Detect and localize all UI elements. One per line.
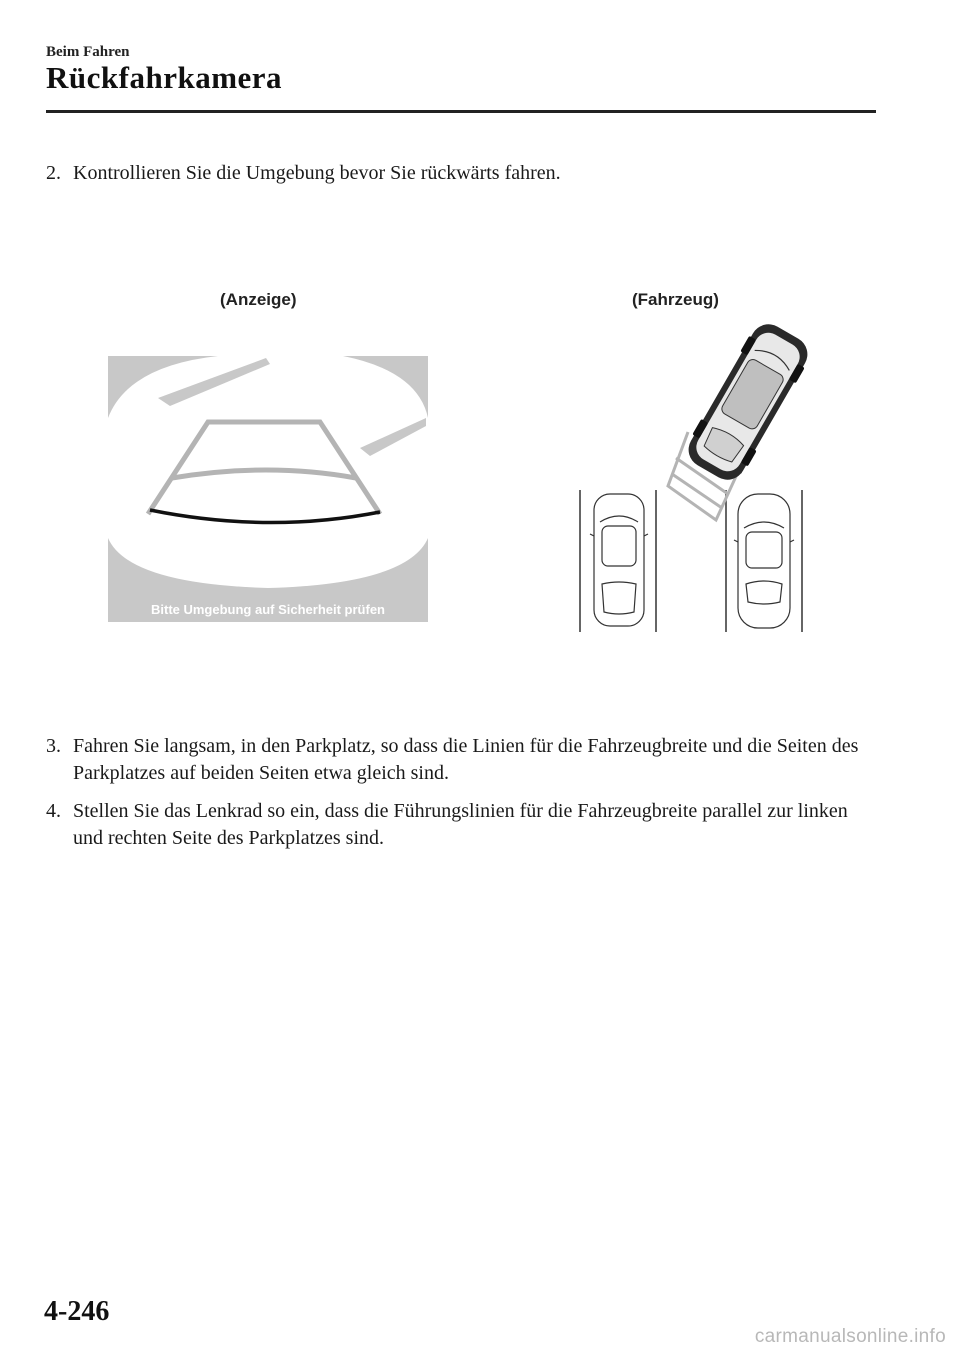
display-caption: (Anzeige) [220,290,297,309]
step-3 [46,733,876,787]
camera-display-illustration [108,356,428,622]
step-4 [46,798,876,852]
step-number: 3. [46,735,61,757]
parked-car-left [590,494,648,626]
reversing-car [680,322,812,487]
vehicle-caption: (Fahrzeug) [632,290,719,309]
page-title: Rückfahrkamera [46,60,283,95]
step-2 [46,160,876,187]
step-text: Fahren Sie langsam, in den Parkplatz, so dass die Linien für die Fahrzeugbreite und die Seiten des Parkplatzes auf beiden Seiten etwa gleich sind. [73,735,859,784]
step-number: 2. [46,162,61,184]
step-text: Stellen Sie das Lenkrad so ein, dass die Führungslinien für die Fahrzeugbreite parallel zur linken und rechten Seite des Parkplatzes sind. [73,800,848,849]
parked-car-right [734,494,794,628]
display-banner: Bitte Umgebung auf Sicherheit prüfen [150,602,386,617]
watermark-link[interactable]: carmanualsonline.info [754,1326,946,1347]
page-number: 4-246 [44,1296,110,1327]
section-label: Beim Fahren [46,44,130,60]
vehicle-parking-illustration [572,322,812,634]
step-text: Kontrollieren Sie die Umgebung bevor Sie rückwärts fahren. [73,162,561,184]
title-rule [46,110,876,113]
step-number: 4. [46,800,61,822]
